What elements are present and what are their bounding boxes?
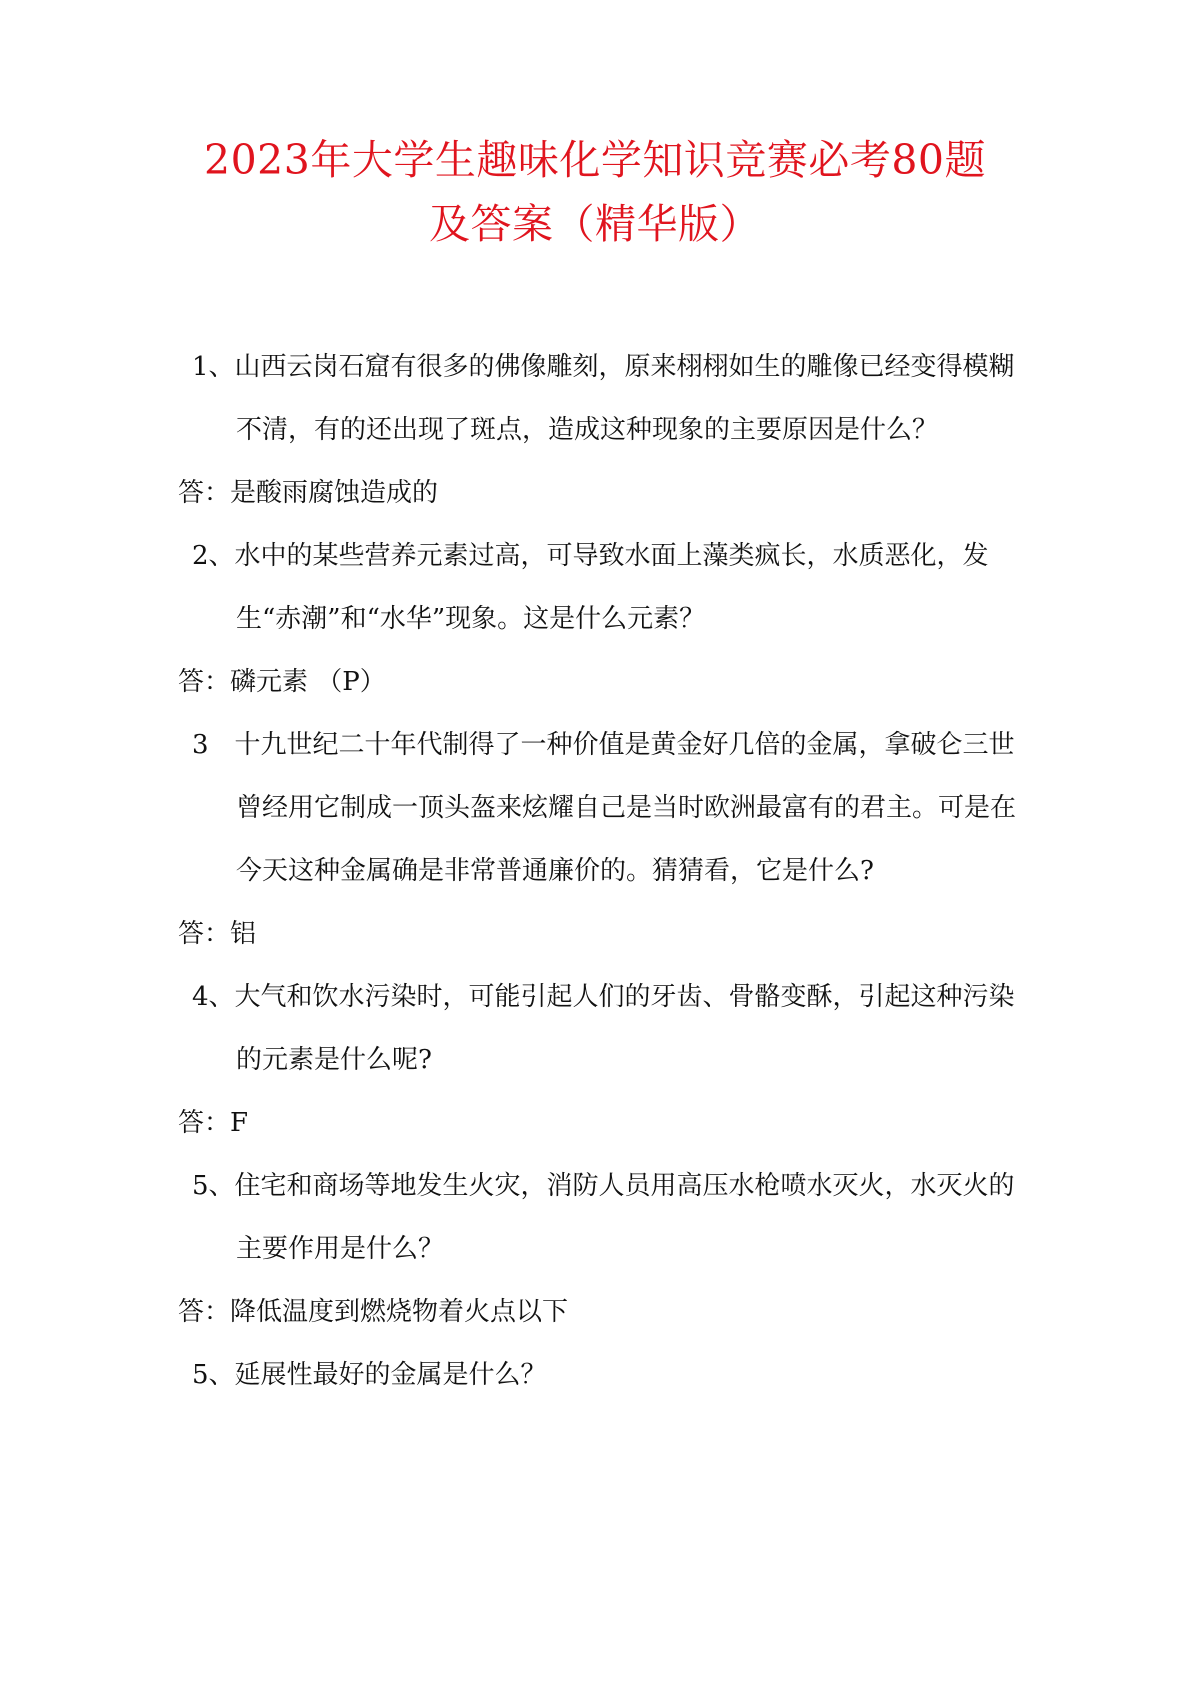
question-5: 5、住宅和商场等地发生火灾，消防人员用高压水枪喷水灭火，水灭火的主要作用是什么？ — [192, 1171, 1015, 1264]
question-1: 1、山西云岗石窟有很多的佛像雕刻，原来栩栩如生的雕像已经变得模糊不清，有的还出现了斑点，造成这种现象的主要原因是什么？ — [192, 352, 1015, 445]
answer-4: 答：F — [178, 1108, 249, 1138]
document-title — [150, 128, 1040, 256]
question-2: 2、水中的某些营养元素过高，可导致水面上藻类疯长，水质恶化，发生“赤潮”和“水华”现象。这是什么元素？ — [192, 541, 989, 634]
question-6: 5、延展性最好的金属是什么？ — [192, 1360, 547, 1390]
answer-3: 答：铝 — [178, 919, 257, 949]
question-4: 4、大气和饮水污染时，可能引起人们的牙齿、骨骼变酥，引起这种污染的元素是什么呢? — [192, 982, 1015, 1075]
qa-list — [178, 336, 1018, 1407]
title-line-2: 及答案（精华版） — [429, 200, 761, 248]
answer-5: 答：降低温度到燃烧物着火点以下 — [178, 1297, 569, 1327]
answer-1: 答：是酸雨腐蚀造成的 — [178, 478, 439, 508]
title-line-1: 2023年大学生趣味化学知识竞赛必考80题 — [203, 136, 986, 184]
answer-2: 答：磷元素 （P） — [178, 667, 386, 697]
question-3: 3 十九世纪二十年代制得了一种价值是黄金好几倍的金属，拿破仑三世曾经用它制成一顶头盔来炫耀自己是当时欧洲最富有的君主。可是在今天这种金属确是非常普通廉价的。猜猜看，它是什么? — [192, 730, 1017, 886]
